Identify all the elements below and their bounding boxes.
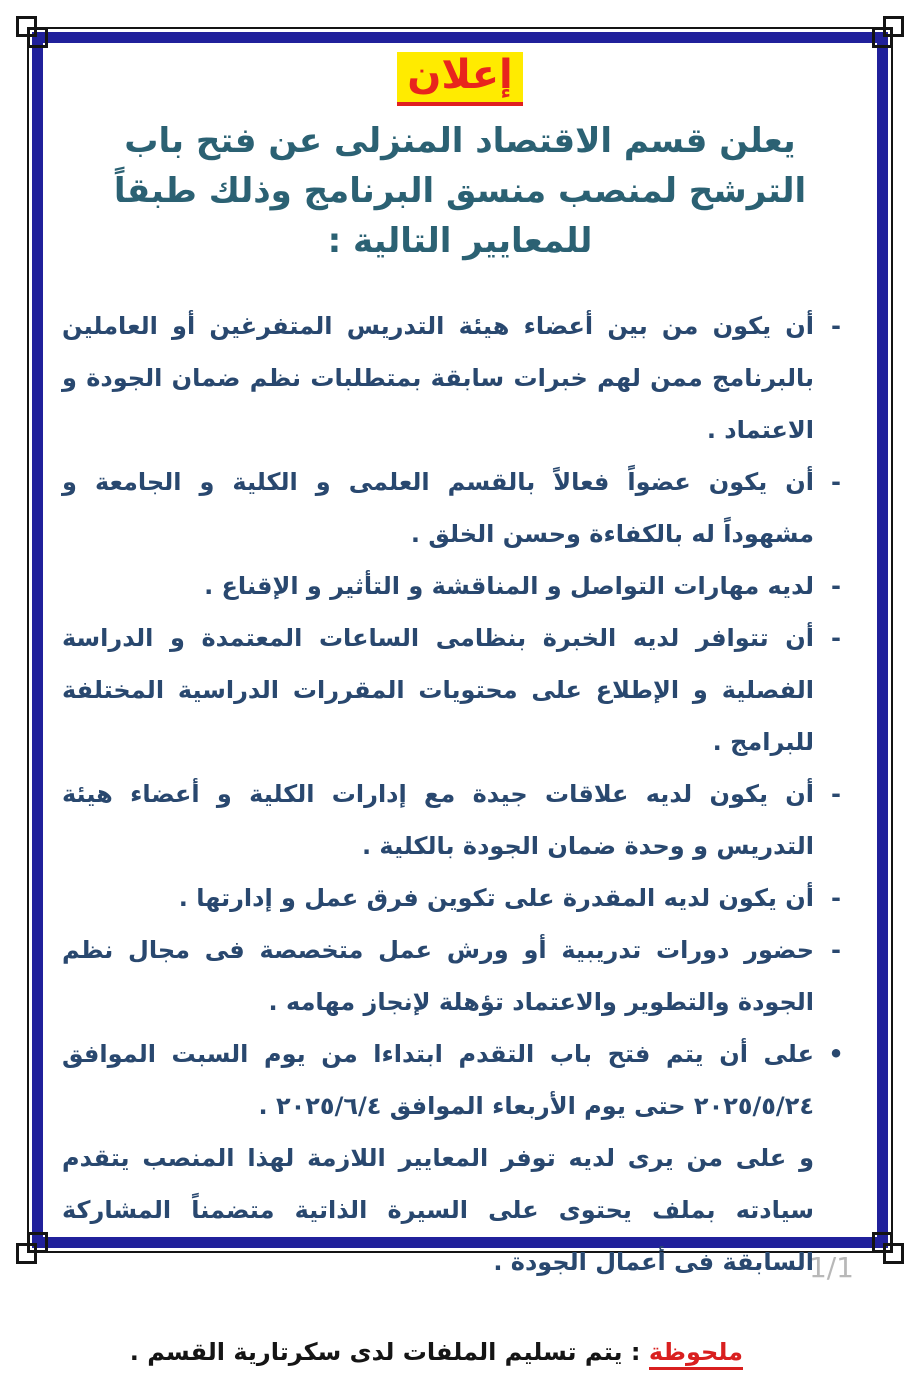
item-text: أن يكون لديه علاقات جيدة مع إدارات الكلية و أعضاء هيئة التدريس و وحدة ضمان الجودة بالكلية . bbox=[62, 780, 814, 860]
note-text: يتم تسليم الملفات لدى سكرتارية القسم . bbox=[129, 1338, 623, 1366]
corner-square bbox=[872, 27, 893, 48]
page-title: إعلان bbox=[397, 52, 523, 106]
criteria-item bbox=[62, 872, 858, 924]
criteria-item bbox=[62, 300, 858, 456]
item-text: أن يكون عضواً فعالاً بالقسم العلمى و الكلية و الجامعة و مشهوداً له بالكفاءة وحسن الخلق . bbox=[62, 468, 814, 548]
item-text: حضور دورات تدريبية أو ورش عمل متخصصة فى مجال نظم الجودة والتطوير والاعتماد تؤهلة لإنجاز مهامه . bbox=[62, 936, 814, 1016]
criteria-item bbox=[62, 768, 858, 872]
item-marker: - bbox=[831, 468, 841, 496]
criteria-item bbox=[62, 1028, 858, 1132]
note-separator: : bbox=[622, 1338, 649, 1366]
item-marker: - bbox=[831, 624, 841, 652]
border-corner-ornament-bottom-left bbox=[16, 1214, 66, 1264]
item-marker: - bbox=[831, 884, 841, 912]
item-text: أن يكون لديه المقدرة على تكوين فرق عمل و إدارتها . bbox=[178, 884, 814, 912]
note-line bbox=[62, 1330, 743, 1374]
criteria-item bbox=[62, 924, 858, 1028]
item-marker: - bbox=[831, 936, 841, 964]
criteria-list bbox=[62, 300, 858, 1132]
announcement-heading: يعلن قسم الاقتصاد المنزلى عن فتح باب الترشح لمنصب منسق البرنامج وذلك طبقاً للمعايير التالية : bbox=[113, 121, 807, 261]
corner-square bbox=[27, 1232, 48, 1253]
criteria-item bbox=[62, 456, 858, 560]
corner-square bbox=[27, 27, 48, 48]
note-label: ملحوظة bbox=[649, 1338, 743, 1370]
item-text: لديه مهارات التواصل و المناقشة و التأثير و الإقناع . bbox=[204, 572, 814, 600]
item-marker: • bbox=[828, 1040, 844, 1068]
document-content bbox=[62, 48, 858, 1374]
criteria-item bbox=[62, 612, 858, 768]
item-marker: - bbox=[831, 572, 841, 600]
closing-paragraph: و على من يرى لديه توفر المعايير اللازمة لهذا المنصب يتقدم سيادته بملف يحتوى على السيرة الذاتية متضمناً المشاركة السابقة فى أعمال الجودة . bbox=[62, 1144, 814, 1276]
item-marker: - bbox=[831, 312, 841, 340]
border-corner-ornament-top-right bbox=[854, 16, 904, 66]
criteria-item bbox=[62, 560, 858, 612]
border-corner-ornament-bottom-right bbox=[854, 1214, 904, 1264]
item-marker: - bbox=[831, 780, 841, 808]
border-corner-ornament-top-left bbox=[16, 16, 66, 66]
page-indicator: 1/1 bbox=[808, 1251, 854, 1284]
corner-square bbox=[872, 1232, 893, 1253]
item-text: على أن يتم فتح باب التقدم ابتداءا من يوم السبت الموافق ٢٠٢٥/٥/٢٤ حتى يوم الأربعاء الموافق ٢٠٢٥/٦/٤ . bbox=[62, 1040, 814, 1120]
item-text: أن يكون من بين أعضاء هيئة التدريس المتفرغين أو العاملين بالبرنامج ممن لهم خبرات سابقة بمتطلبات نظم ضمان الجودة و الاعتماد . bbox=[62, 312, 814, 444]
title-row bbox=[62, 52, 858, 106]
item-text: أن تتوافر لديه الخبرة بنظامى الساعات المعتمدة و الدراسة الفصلية و الإطلاع على محتويات المقررات الدراسية المختلفة للبرامج . bbox=[62, 624, 814, 756]
